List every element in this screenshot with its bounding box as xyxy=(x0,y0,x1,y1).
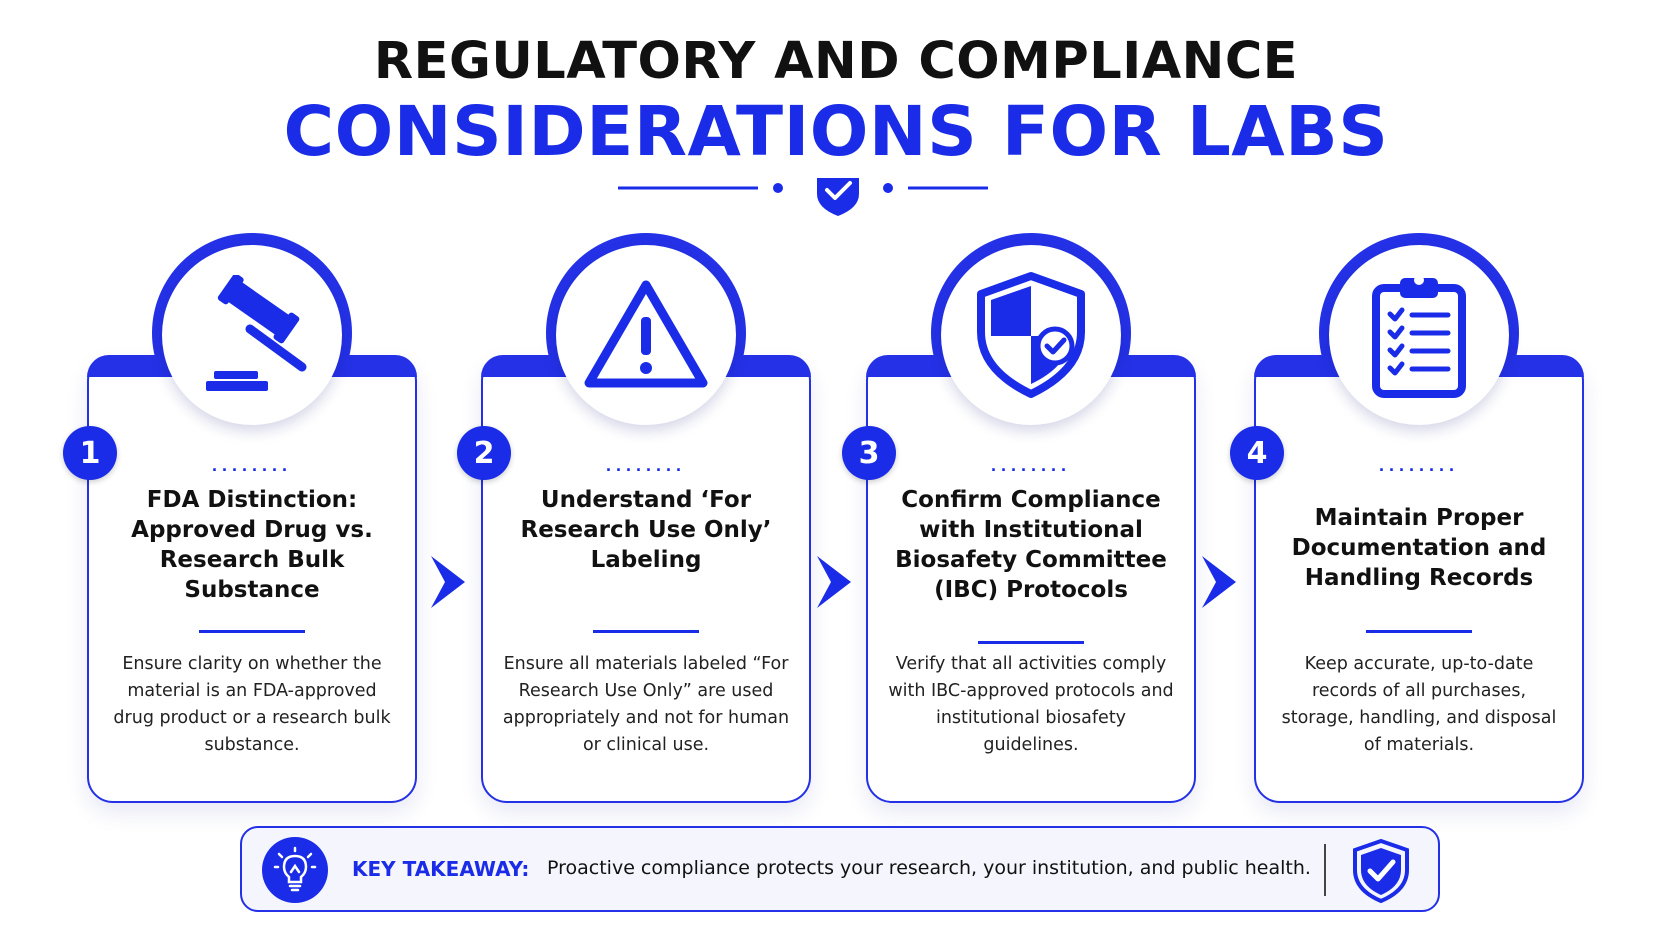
title-divider xyxy=(618,178,1058,224)
takeaway-text: Proactive compliance protects your research, your institution, and public health. xyxy=(547,857,1311,879)
page-title-line2: CONSIDERATIONS FOR LABS xyxy=(283,92,1389,172)
vertical-divider xyxy=(1324,844,1326,896)
warning-triangle-icon xyxy=(556,245,736,425)
step-description: Keep accurate, up-to-date records of all purchases, storage, handling, and disposal of materials. xyxy=(1281,654,1557,755)
gavel-icon xyxy=(162,245,342,425)
dots-separator: ........ xyxy=(605,455,686,475)
lightbulb-icon xyxy=(262,837,328,903)
step-title: Confirm Compliance with Institutional Biosafety Committee (IBC) Protocols xyxy=(895,487,1167,603)
clipboard-checklist-icon xyxy=(1329,245,1509,425)
step-card-2 xyxy=(473,233,821,803)
step-card-1 xyxy=(79,233,427,803)
title-underline xyxy=(1366,630,1472,633)
key-takeaway-banner xyxy=(240,826,1440,912)
step-title: Understand ‘For Research Use Only’ Labeling xyxy=(520,487,772,573)
step-number-badge: 3 xyxy=(842,426,896,480)
step-title: FDA Distinction: Approved Drug vs. Research Bulk Substance xyxy=(131,487,373,603)
step-description: Ensure clarity on whether the material is an FDA-approved drug product or a research bulk substance. xyxy=(113,654,391,755)
title-underline xyxy=(199,630,305,633)
shield-check-icon xyxy=(941,245,1121,425)
chevron-right-icon xyxy=(1198,552,1240,612)
page-title-line1: REGULATORY AND COMPLIANCE xyxy=(373,32,1299,91)
dots-separator: ........ xyxy=(1378,455,1459,475)
title-underline xyxy=(593,630,699,633)
step-number-badge: 4 xyxy=(1230,426,1284,480)
chevron-right-icon xyxy=(813,552,855,612)
dots-separator: ........ xyxy=(211,455,292,475)
step-description: Verify that all activities comply with IBC-approved protocols and institutional biosafety guidelines. xyxy=(888,654,1174,755)
dots-separator: ........ xyxy=(990,455,1071,475)
shield-check-icon xyxy=(1350,838,1412,904)
takeaway-label: KEY TAKEAWAY: xyxy=(352,857,530,881)
chevron-right-icon xyxy=(427,552,469,612)
step-card-3 xyxy=(858,233,1206,803)
step-number-badge: 2 xyxy=(457,426,511,480)
step-description: Ensure all materials labeled “For Research Use Only” are used appropriately and not for human or clinical use. xyxy=(502,654,790,755)
step-number-badge: 1 xyxy=(63,426,117,480)
step-title: Maintain Proper Documentation and Handling Records xyxy=(1291,505,1547,591)
step-card-4 xyxy=(1246,233,1594,803)
title-underline xyxy=(978,641,1084,644)
